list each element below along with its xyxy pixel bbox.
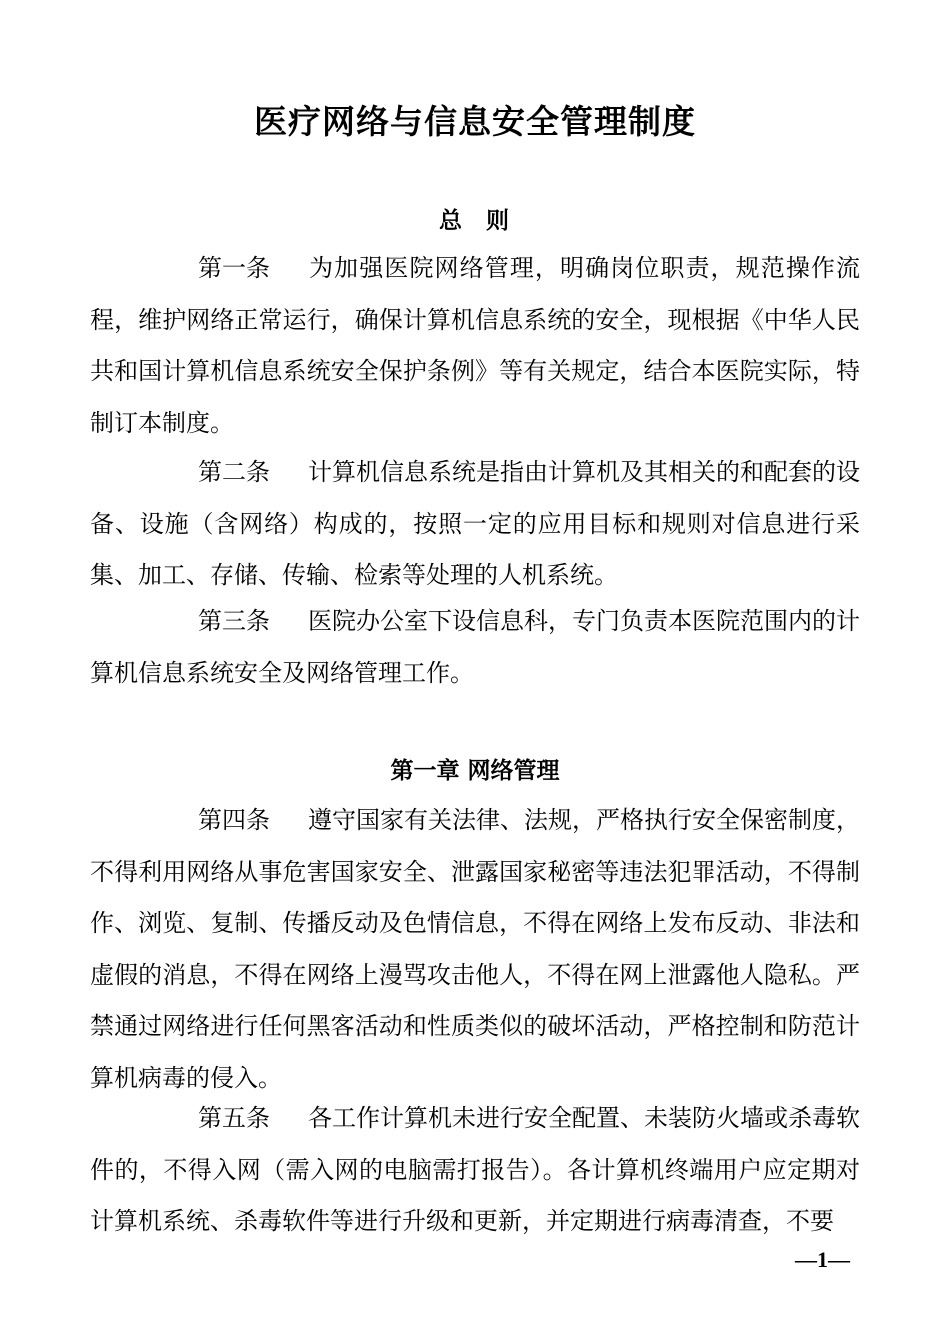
article-5-text: 各工作计算机未进行安全配置、未装防火墙或杀毒软件的，不得入网（需入网的电脑需打报告）。各计算机终端用户应定期对计算机系统、杀毒软件等进行升级和更新，并定期进行病毒清查，不要 bbox=[90, 1104, 860, 1235]
article-3 bbox=[90, 596, 860, 699]
article-2-text: 计算机信息系统是指由计算机及其相关的和配套的设备、设施（含网络）构成的，按照一定的应用目标和规则对信息进行采集、加工、存储、传输、检索等处理的人机系统。 bbox=[90, 458, 860, 589]
section-heading-general-part2: 则 bbox=[486, 208, 511, 234]
article-1-label: 第一条 bbox=[198, 254, 270, 282]
section-heading-general bbox=[0, 201, 950, 241]
page-number: —1— bbox=[795, 1247, 850, 1272]
document-title: 医疗网络与信息安全管理制度 bbox=[254, 102, 696, 141]
article-2 bbox=[90, 447, 860, 602]
article-4-text: 遵守国家有关法律、法规，严格执行安全保密制度，不得利用网络从事危害国家安全、泄露国家秘密等违法犯罪活动，不得制作、浏览、复制、传播反动及色情信息，不得在网络上发布反动、非法和虚假的消息，不得在网络上漫骂攻击他人，不得在网上泄露他人隐私。严禁通过网络进行任何黑客活动和性质类似的破坏活动，严格控制和防范计算机病毒的侵入。 bbox=[90, 806, 860, 1092]
article-4-label: 第四条 bbox=[198, 806, 270, 834]
article-2-label: 第二条 bbox=[198, 458, 270, 486]
article-3-text: 医院办公室下设信息科，专门负责本医院范围内的计算机信息系统安全及网络管理工作。 bbox=[90, 607, 860, 687]
chapter-1-heading: 第一章 网络管理 bbox=[390, 758, 560, 784]
article-1 bbox=[90, 243, 860, 449]
article-4 bbox=[90, 795, 860, 1104]
article-5 bbox=[90, 1093, 860, 1248]
article-5-label: 第五条 bbox=[198, 1104, 270, 1132]
article-1-text: 为加强医院网络管理，明确岗位职责，规范操作流程，维护网络正常运行，确保计算机信息系统的安全，现根据《中华人民共和国计算机信息系统安全保护条例》等有关规定，结合本医院实际，特制订本制度。 bbox=[90, 254, 860, 437]
section-heading-general-part1: 总 bbox=[439, 208, 464, 234]
article-3-label: 第三条 bbox=[198, 607, 270, 635]
